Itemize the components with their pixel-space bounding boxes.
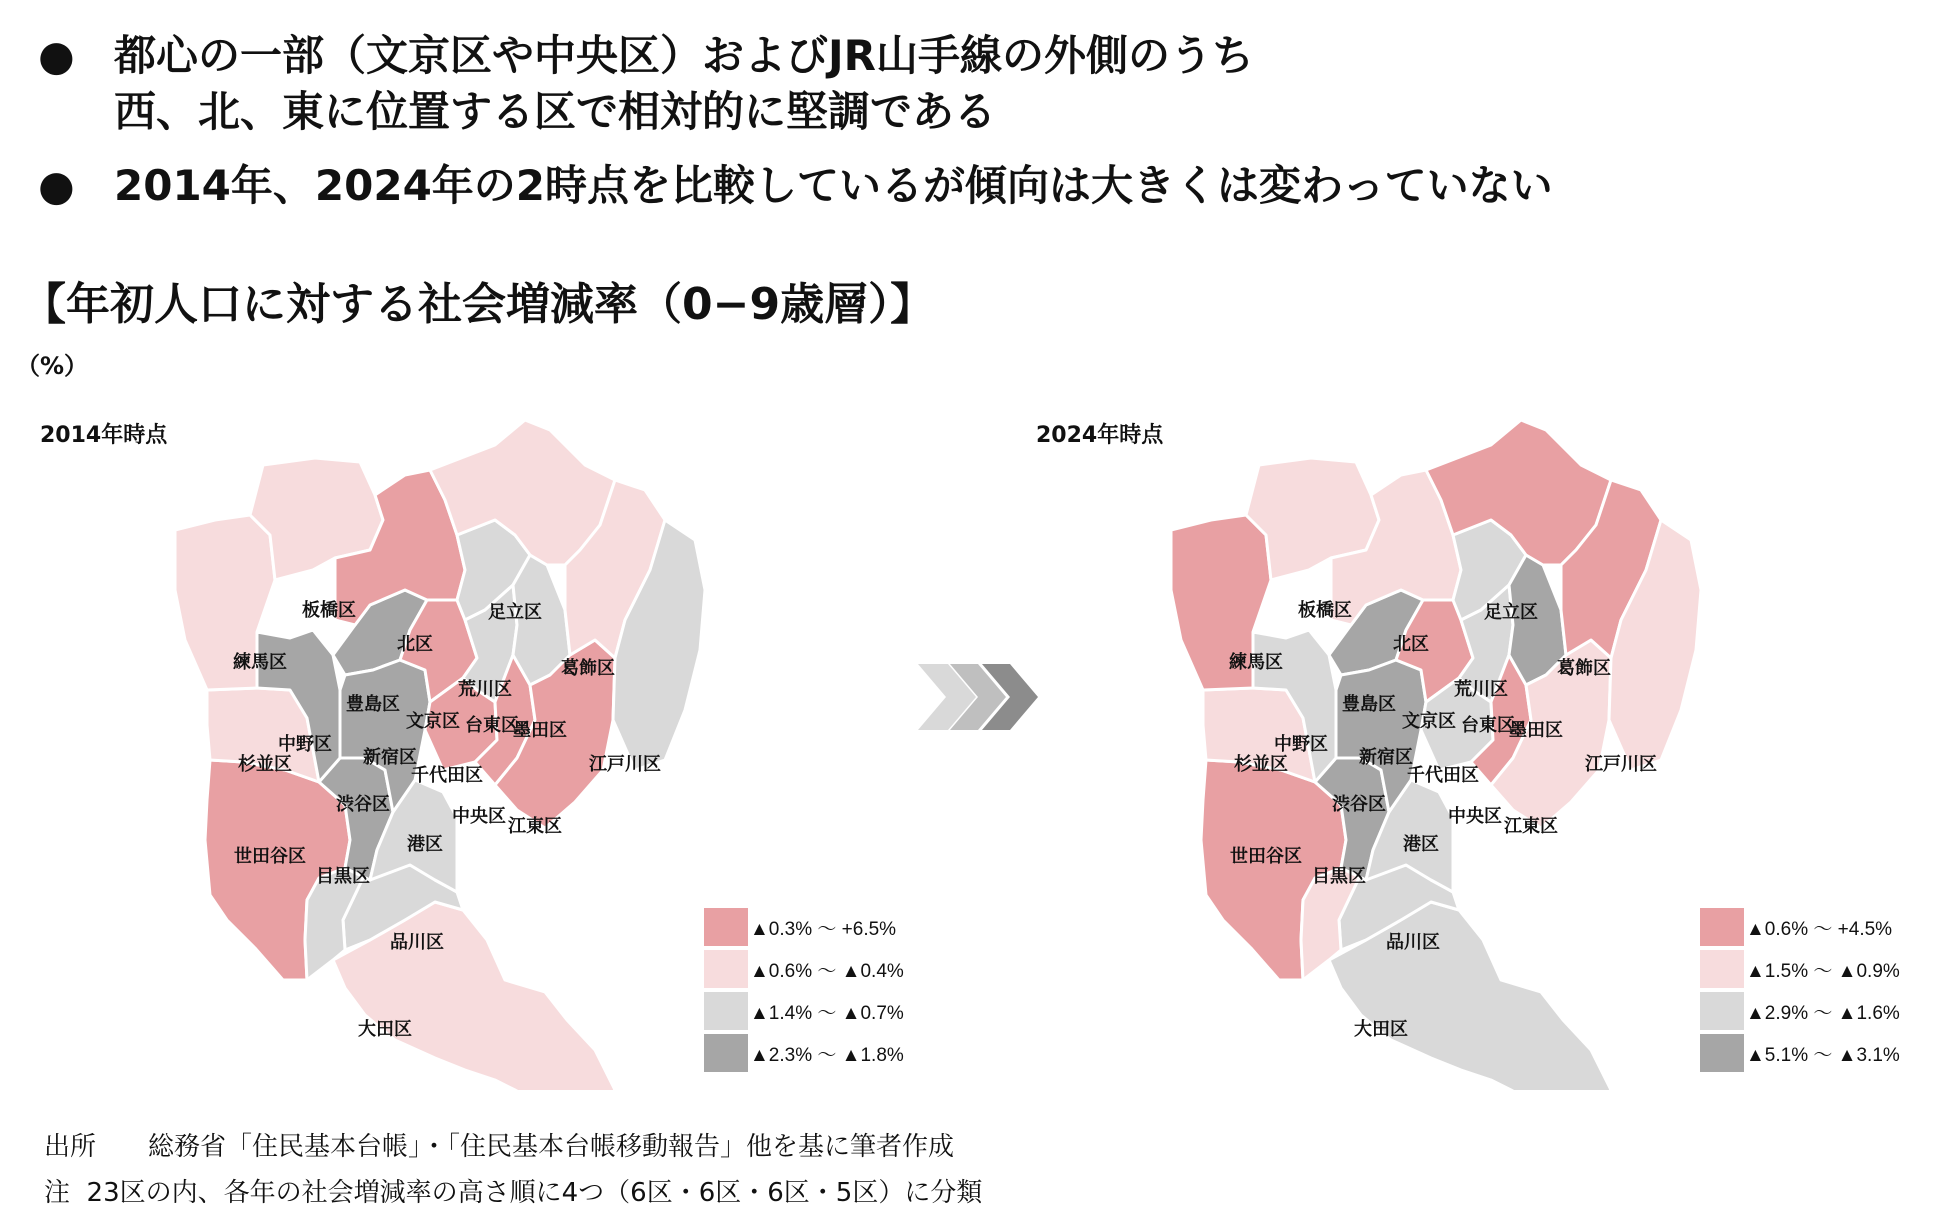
ward-label-suginami: 杉並区 [238,754,292,775]
legend-swatch [704,1034,748,1072]
legend-range: ▲0.6% 〜 ▲0.4% [750,961,904,982]
ward-label-shinagawa: 品川区 [1386,932,1440,953]
legend-item [1700,948,1950,990]
ward-label-toshima: 豊島区 [346,694,400,715]
legend-range: ▲1.4% 〜 ▲0.7% [750,1003,904,1024]
ward-label-kita: 北区 [1393,634,1429,655]
ward-label-sumida: 墨田区 [1509,720,1563,741]
ward-label-minato: 港区 [1403,834,1439,855]
legend-swatch [1700,908,1744,946]
ward-label-nerima: 練馬区 [1229,652,1283,673]
source-label: 出所 [44,1132,97,1162]
legend-item [704,1032,964,1074]
legend-item [704,906,964,948]
note-text: 23区の内、各年の社会増減率の高さ順に4つ（6区・6区・6区・5区）に分類 [86,1178,983,1208]
ward-label-ota: 大田区 [1354,1019,1408,1040]
ward-label-taito: 台東区 [465,715,519,736]
bullet-1-line-2: 西、北、東に位置する区で相対的に堅調である [114,87,997,136]
ward-label-minato: 港区 [407,834,443,855]
tokyo-ward-map-2024 [1121,410,1801,1090]
ward-label-bunkyo: 文京区 [1402,711,1456,732]
ward-label-itabashi: 板橋区 [1298,600,1352,621]
legend-range: ▲5.1% 〜 ▲3.1% [1746,1045,1900,1066]
ward-label-chuo: 中央区 [452,806,506,827]
legend-swatch [704,950,748,988]
ward-label-chiyoda: 千代田区 [1407,765,1479,786]
ward-label-arakawa: 荒川区 [458,679,512,700]
ward-label-taito: 台東区 [1461,715,1515,736]
ward-label-edogawa: 江戸川区 [589,754,661,775]
legend-range: ▲0.6% 〜 +4.5% [1746,919,1893,940]
ward-label-setagaya: 世田谷区 [234,846,306,867]
ward-label-shinjuku: 新宿区 [1359,747,1413,768]
ward-label-chiyoda: 千代田区 [411,765,483,786]
legend-item [1700,990,1950,1032]
legend-2014 [704,906,964,1074]
ward-label-koto: 江東区 [508,816,562,837]
ward-label-nakano: 中野区 [1274,734,1328,755]
ward-label-shinjuku: 新宿区 [363,747,417,768]
ward-label-suginami: 杉並区 [1234,754,1288,775]
ward-label-shibuya: 渋谷区 [336,794,390,815]
source-text: 総務省「住民基本台帳」・「住民基本台帳移動報告」他を基に筆者作成 [148,1132,955,1162]
bullet-marker: ● [38,31,75,80]
legend-range: ▲0.3% 〜 +6.5% [750,919,897,940]
map-2014-label: 2014年時点 [40,423,168,448]
ward-label-sumida: 墨田区 [513,720,567,741]
classification-note [44,1172,982,1209]
ward-label-toshima: 豊島区 [1342,694,1396,715]
ward-label-adachi: 足立区 [488,602,542,623]
ward-label-nerima: 練馬区 [233,652,287,673]
legend-range: ▲2.9% 〜 ▲1.6% [1746,1003,1900,1024]
legend-range: ▲2.3% 〜 ▲1.8% [750,1045,904,1066]
bullet-1-line-1: 都心の一部（文京区や中央区）およびJR山手線の外側のうち [114,31,1254,80]
legend-swatch [1700,950,1744,988]
ward-label-meguro: 目黒区 [1312,866,1366,887]
bullet-marker: ● [38,161,75,210]
legend-swatch [1700,1034,1744,1072]
legend-2024 [1700,906,1950,1074]
ward-label-itabashi: 板橋区 [302,600,356,621]
ward-label-koto: 江東区 [1504,816,1558,837]
ward-label-shinagawa: 品川区 [390,932,444,953]
source-note [44,1126,954,1163]
unit-label: （%） [16,352,89,380]
bullet-2-line-1: 2014年、2024年の2時点を比較しているが傾向は大きくは変わっていない [114,161,1553,210]
tokyo-ward-map-2014 [125,410,805,1090]
ward-label-chuo: 中央区 [1448,806,1502,827]
legend-swatch [704,908,748,946]
chevron-arrows-icon [918,664,1038,730]
legend-swatch [704,992,748,1030]
note-label: 注 [44,1178,71,1208]
ward-label-shibuya: 渋谷区 [1332,794,1386,815]
legend-item [1700,906,1950,948]
legend-item [704,948,964,990]
map-2024-label: 2024年時点 [1036,423,1164,448]
legend-item [704,990,964,1032]
ward-label-katsushika: 葛飾区 [561,658,615,679]
ward-label-kita: 北区 [397,634,433,655]
ward-label-bunkyo: 文京区 [406,711,460,732]
ward-label-katsushika: 葛飾区 [1557,658,1611,679]
ward-label-setagaya: 世田谷区 [1230,846,1302,867]
chart-title: 【年初人口に対する社会増減率（0−9歳層）】 [22,279,935,330]
ward-label-ota: 大田区 [358,1019,412,1040]
ward-label-nakano: 中野区 [278,734,332,755]
ward-label-meguro: 目黒区 [316,866,370,887]
legend-range: ▲1.5% 〜 ▲0.9% [1746,961,1900,982]
ward-label-arakawa: 荒川区 [1454,679,1508,700]
legend-swatch [1700,992,1744,1030]
legend-item [1700,1032,1950,1074]
ward-label-adachi: 足立区 [1484,602,1538,623]
ward-label-edogawa: 江戸川区 [1585,754,1657,775]
